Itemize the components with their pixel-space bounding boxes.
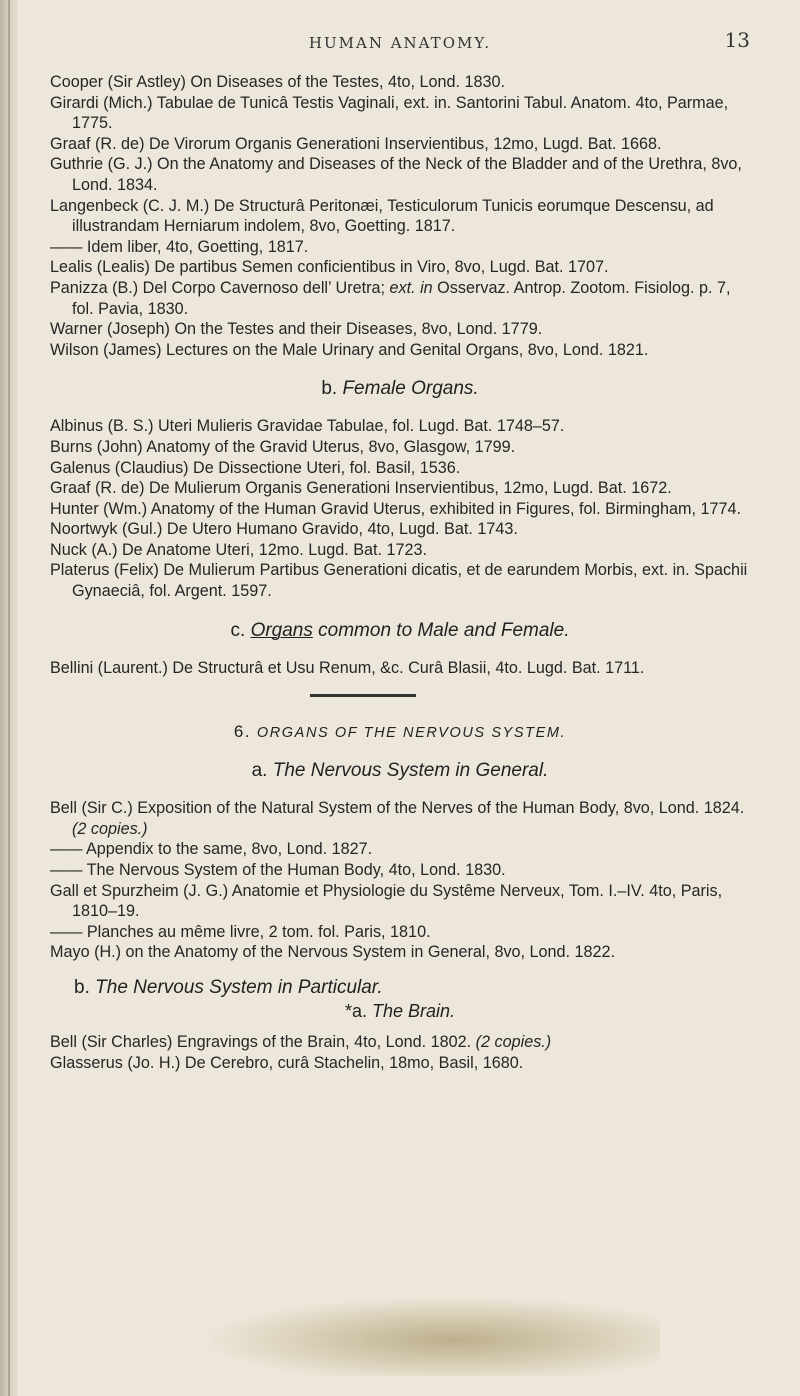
entry-lealis: Lealis (Lealis) De partibus Semen conficientibus in Viro, 8vo, Lugd. Bat. 1707. <box>50 258 609 277</box>
entry-girardi: Girardi (Mich.) Tabulae de Tunicâ Testis Vaginali, ext. in. Santorini Tabul. Anatom. 4to, Parmae, 1775. <box>50 93 729 133</box>
heading-nervous-general <box>50 760 750 782</box>
heading-letter: b. <box>321 378 338 400</box>
entry-albinus: Albinus (B. S.) Uteri Mulieris Gravidae Tabulae, fol. Lugd. Bat. 1748–57. <box>50 417 565 436</box>
entry-nuck: Nuck (A.) De Anatome Uteri, 12mo. Lugd. Bat. 1723. <box>50 540 427 559</box>
heading-letter: c. <box>230 619 246 641</box>
entry-warner: Warner (Joseph) On the Testes and their Diseases, 8vo, Lond. 1779. <box>50 320 543 339</box>
entry-bell-engravings <box>50 1032 750 1053</box>
panizza-text: Panizza (B.) Del Corpo Cavernoso dell’ Uretra; <box>50 278 390 297</box>
entry-bell-appendix: —— Appendix to the same, 8vo, Lond. 1827. <box>50 840 373 859</box>
heading-letter: b. <box>74 977 90 998</box>
entry-galenus: Galenus (Claudius) De Dissectione Uteri, fol. Basil, 1536. <box>50 458 461 477</box>
entry-bellini: Bellini (Laurent.) De Structurâ et Usu Renum, &c. Curâ Blasii, 4to. Lugd. Bat. 1711. <box>50 658 645 677</box>
entry-gall: Gall et Spurzheim (J. G.) Anatomie et Physiologie du Systême Nerveux, Tom. I.–IV. 4to, Paris, 1810–19. <box>50 881 723 921</box>
heading-nervous-system <box>50 722 750 742</box>
entry-cooper: Cooper (Sir Astley) On Diseases of the Testes, 4to, Lond. 1830. <box>50 73 505 91</box>
page-header <box>50 28 750 56</box>
heading-title-rest: common to Male and Female. <box>312 619 570 641</box>
entry-bell-exposition <box>50 798 750 839</box>
entry-hunter: Hunter (Wm.) Anatomy of the Human Gravid Uterus, exhibited in Figures, fol. Birmingham, 1774. <box>50 499 741 518</box>
entry-burns: Burns (John) Anatomy of the Gravid Uterus, 8vo, Glasgow, 1799. <box>50 437 516 456</box>
section-divider <box>50 678 750 704</box>
page-number: 13 <box>724 28 750 52</box>
panizza-italic: ext. in <box>389 278 433 297</box>
entry-planches: —— Planches au même livre, 2 tom. fol. Paris, 1810. <box>50 922 431 941</box>
running-title: HUMAN ANATOMY. <box>308 34 492 52</box>
heading-title: Female Organs. <box>342 378 479 400</box>
bell-engravings-text: Bell (Sir Charles) Engravings of the Brain, 4to, Lond. 1802. <box>50 1033 476 1051</box>
divider-rule <box>310 694 416 697</box>
entry-platerus: Platerus (Felix) De Mulierum Partibus Generationi dicatis, et de earundem Morbis, ext. in. Spachii Gynaeciâ, fol. Argent. 1597. <box>50 561 748 601</box>
heading-letter: *a. <box>344 1001 367 1021</box>
heading-title: The Nervous System in General. <box>272 760 549 782</box>
heading-common-organs <box>50 620 750 642</box>
entry-bell-nervous-system: —— The Nervous System of the Human Body, 4to, Lond. 1830. <box>50 861 506 880</box>
bell-copies: (2 copies.) <box>72 819 148 838</box>
page <box>50 28 750 1073</box>
heading-title: The Brain. <box>372 1001 456 1021</box>
entry-guthrie: Guthrie (G. J.) On the Anatomy and Diseases of the Neck of the Bladder and of the Urethra, 8vo, Lond. 1834. <box>50 155 742 194</box>
entry-glasserus: Glasserus (Jo. H.) De Cerebro, curâ Stachelin, 18mo, Basil, 1680. <box>50 1053 524 1072</box>
entry-graaf-male: Graaf (R. de) De Virorum Organis Generationi Inservientibus, 12mo, Lugd. Bat. 1668. <box>50 134 662 153</box>
heading-nervous-particular <box>50 977 750 999</box>
entry-langenbeck-idem: —— Idem liber, 4to, Goetting, 1817. <box>50 237 309 256</box>
bell-engravings-copies: (2 copies.) <box>475 1033 552 1051</box>
heading-letter: a. <box>251 760 268 782</box>
entry-panizza <box>50 278 750 319</box>
heading-brain <box>50 1001 750 1022</box>
section-number: 6. <box>233 722 252 742</box>
entry-wilson: Wilson (James) Lectures on the Male Urinary and Genital Organs, 8vo, Lond. 1821. <box>50 340 649 359</box>
entry-noortwyk: Noortwyk (Gul.) De Utero Humano Gravido, 4to, Lugd. Bat. 1743. <box>50 520 518 539</box>
entry-mayo: Mayo (H.) on the Anatomy of the Nervous System in General, 8vo, Lond. 1822. <box>50 943 616 962</box>
entry-langenbeck: Langenbeck (C. J. M.) De Structurâ Peritonæi, Testiculorum Tunicis eorumque Descensu, ad illustrandam Herniarum indolem, 8vo, Goetting. 1817. <box>50 196 714 236</box>
section-title: ORGANS OF THE NERVOUS SYSTEM. <box>256 725 567 742</box>
entry-graaf-female: Graaf (R. de) De Mulierum Organis Generationi Inservientibus, 12mo, Lugd. Bat. 1672. <box>50 479 672 498</box>
heading-title: The Nervous System in Particular. <box>95 977 383 998</box>
heading-female-organs <box>50 378 750 400</box>
bell-text: Bell (Sir C.) Exposition of the Natural System of the Nerves of the Human Body, 8vo, Lond. 1824. <box>50 799 745 818</box>
paper-stain <box>200 1296 660 1376</box>
gutter-line <box>8 0 10 1396</box>
panizza-rest: Osservaz. Antrop. Zootom. Fisiolog. p. 7, fol. Pavia, 1830. <box>72 278 731 318</box>
heading-title-underlined: Organs <box>250 619 313 641</box>
